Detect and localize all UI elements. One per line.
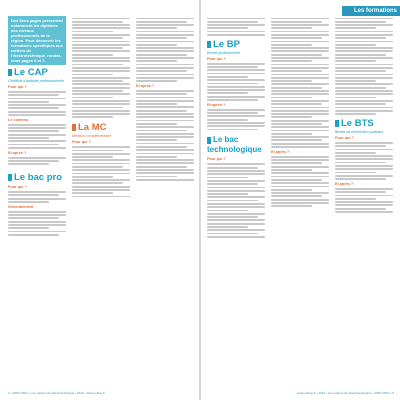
bactech-title: Le bac technologique — [207, 135, 262, 155]
bacpro-pour-qui: Pour qui ? — [8, 185, 27, 190]
mc-title: La MC — [72, 123, 130, 133]
cap-subtitle: Certificat d'aptitude professionnelle — [8, 79, 64, 83]
bts-pour-qui: Pour qui ? — [335, 135, 354, 140]
left-page — [0, 0, 199, 400]
intro-box: Des liens pages présentent notamment les diplômes des niveaux professionnels de la région. Pour découvrir les formations spécifiques aux métiers de l'électrotechnique, rendez-vous pages 6 et 7. — [8, 16, 66, 65]
col-right-3 — [335, 16, 393, 214]
right-page — [201, 0, 400, 400]
mc-pour-qui: Pour qui ? — [72, 140, 91, 145]
bp-subtitle: Brevet professionnel — [207, 50, 240, 55]
cap-et-apres: Et après ? — [8, 150, 27, 155]
bactech-et-apres: Et après ? — [271, 149, 290, 154]
cap-pour-qui: Pour qui ? — [8, 85, 27, 89]
bactech-pour-qui: Pour qui ? — [207, 157, 226, 162]
cap-title: Le CAP — [8, 68, 66, 78]
mc-subtitle: Mention complémentaire — [72, 134, 112, 139]
bp-pour-qui: Pour qui ? — [207, 56, 226, 61]
bts-subtitle: Brevet de technicien supérieur — [335, 129, 384, 134]
col-left-3 — [136, 16, 194, 182]
bacpro-title: Le bac pro — [8, 173, 66, 183]
mc-et-apres: Et après ? — [136, 83, 155, 88]
bts-title: Le BTS — [335, 119, 393, 129]
title-marker — [8, 69, 12, 76]
bacpro-generalement: Généralement — [8, 204, 34, 209]
footer-left: 4 • ASDC PEO • Les métiers de l'électrotechnique • 2010 • www.onisep.fr — [8, 391, 105, 395]
footer-right: www.onisep.fr • 2010 • Les métiers de l'électrotechnique • ASDC PEO • 5 — [297, 391, 394, 395]
col-left-2 — [72, 16, 130, 199]
col-right-1 — [207, 16, 265, 239]
section-banner: Les formations — [342, 6, 400, 16]
bts-et-apres: Et après ? — [335, 181, 354, 186]
bp-title: Le BP — [207, 40, 265, 50]
bp-et-apres: Et après ? — [207, 102, 226, 107]
col-right-2 — [271, 16, 329, 209]
col-left-1 — [8, 16, 66, 237]
cap-contenu: Le contenu — [8, 117, 29, 122]
